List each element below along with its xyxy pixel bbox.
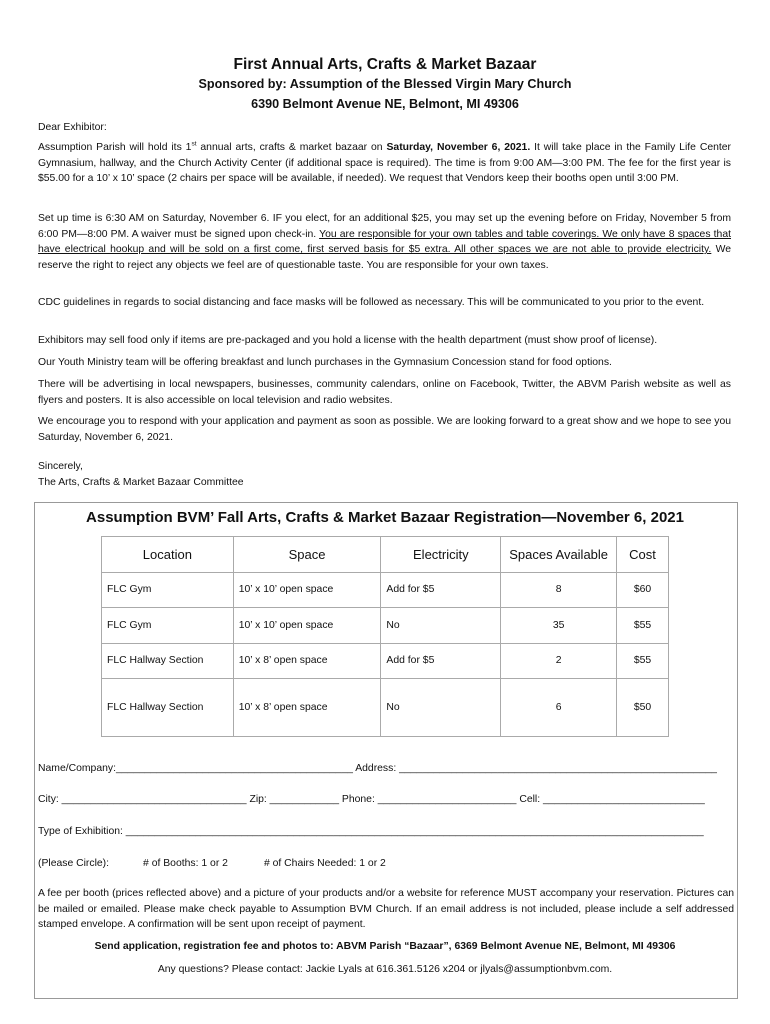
cell-location: FLC Gym bbox=[102, 573, 234, 608]
paragraph-advertising: There will be advertising in local newspapers, businesses, community calendars, online on Facebook, Twitter, the ABVM Parish website as well as flyers and posters. It is also accessible on local television and radio websites. bbox=[38, 379, 731, 406]
table-row bbox=[102, 608, 669, 644]
type-of-exhibition-field[interactable]: Type of Exhibition: ____________________________________________________________________________________________________ bbox=[38, 826, 704, 837]
please-circle-label: (Please Circle): bbox=[38, 858, 110, 869]
column-header-space: Space bbox=[233, 537, 381, 573]
document-title: First Annual Arts, Crafts & Market Bazaar bbox=[233, 56, 537, 73]
cell-space: 10’ x 8’ open space bbox=[233, 679, 381, 737]
church-address: 6390 Belmont Avenue NE, Belmont, MI 49306 bbox=[251, 97, 519, 111]
cell-cost: $55 bbox=[617, 608, 669, 644]
cell-spaces-available: 2 bbox=[501, 644, 617, 679]
fee-note: A fee per booth (prices reflected above) and a picture of your products and/or a website for reference MUST accompany your reservation. Pictures can be mailed or emailed. Please make check payable to Assumption BVM Church. If an email address is not included, please include a self addressed stamped envelope. A confirmation will be sent upon receipt of payment. bbox=[38, 888, 734, 931]
name-address-field[interactable]: Name/Company:_________________________________________ Address: _______________________________________________________ bbox=[38, 763, 717, 774]
column-header-location: Location bbox=[102, 537, 234, 573]
paragraph-setup-info: Set up time is 6:30 AM on Saturday, November 6. IF you elect, for an additional $25, you may set up the evening before on Friday, November 5 from 6:00 PM—8:00 PM. A waiver must be signed upon check-in. You are responsible for your own tables and table coverings. We only have 8 spaces that have electrical hookup and will be sold on a first come, first served basis for $5 extra. All other spaces we are not able to provide electricity. We reserve the right to reject any objects we feel are of questionable taste. You are responsible for your own taxes. bbox=[38, 213, 731, 271]
paragraph-encourage: We encourage you to respond with your application and payment as soon as possible. We are looking forward to a great show and we hope to see you Saturday, November 6, 2021. bbox=[38, 416, 731, 443]
column-header-electricity: Electricity bbox=[381, 537, 501, 573]
cell-space: 10’ x 10’ open space bbox=[233, 608, 381, 644]
city-zip-phone-cell-field[interactable]: City: ________________________________ Zip: ____________ Phone: ________________________ Cell: ____________________________ bbox=[38, 794, 705, 805]
paragraph-youth-ministry: Our Youth Ministry team will be offering breakfast and lunch purchases in the Gymnasium Concession stand for food options. bbox=[38, 357, 612, 368]
cell-electricity: Add for $5 bbox=[381, 644, 501, 679]
signature: The Arts, Crafts & Market Bazaar Committee bbox=[38, 477, 244, 488]
cell-spaces-available: 8 bbox=[501, 573, 617, 608]
table-row bbox=[102, 644, 669, 679]
cell-electricity: No bbox=[381, 608, 501, 644]
column-header-cost: Cost bbox=[617, 537, 669, 573]
cell-space: 10’ x 8’ open space bbox=[233, 644, 381, 679]
cell-cost: $50 bbox=[617, 679, 669, 737]
cell-electricity: Add for $5 bbox=[381, 573, 501, 608]
cell-location: FLC Gym bbox=[102, 608, 234, 644]
cell-space: 10’ x 10’ open space bbox=[233, 573, 381, 608]
closing: Sincerely, bbox=[38, 461, 83, 472]
cell-electricity: No bbox=[381, 679, 501, 737]
registration-table bbox=[101, 536, 669, 737]
paragraph-cdc: CDC guidelines in regards to social distancing and face masks will be followed as necessary. This will be communicated to you prior to the event. bbox=[38, 297, 705, 308]
paragraph-food: Exhibitors may sell food only if items are pre-packaged and you hold a license with the health department (must show proof of license). bbox=[38, 335, 658, 346]
column-header-spaces-available: Spaces Available bbox=[501, 537, 617, 573]
registration-title: Assumption BVM’ Fall Arts, Crafts & Market Bazaar Registration—November 6, 2021 bbox=[86, 509, 684, 526]
greeting: Dear Exhibitor: bbox=[38, 122, 107, 133]
sponsor-line: Sponsored by: Assumption of the Blessed Virgin Mary Church bbox=[198, 77, 572, 91]
send-instructions: Send application, registration fee and photos to: ABVM Parish “Bazaar”, 6369 Belmont Avenue NE, Belmont, MI 49306 bbox=[94, 941, 676, 952]
chairs-choice[interactable]: # of Chairs Needed: 1 or 2 bbox=[263, 858, 386, 869]
table-row bbox=[102, 573, 669, 608]
booths-choice[interactable]: # of Booths: 1 or 2 bbox=[143, 858, 228, 869]
cell-spaces-available: 6 bbox=[501, 679, 617, 737]
contact-info: Any questions? Please contact: Jackie Lyals at 616.361.5126 x204 or jlyals@assumptionbvm.com. bbox=[157, 964, 613, 975]
cell-spaces-available: 35 bbox=[501, 608, 617, 644]
cell-location: FLC Hallway Section bbox=[102, 644, 234, 679]
cell-cost: $60 bbox=[617, 573, 669, 608]
cell-location: FLC Hallway Section bbox=[102, 679, 234, 737]
table-row bbox=[102, 679, 669, 737]
paragraph-event-info: Assumption Parish will hold its 1st annual arts, crafts & market bazaar on Saturday, November 6, 2021. It will take place in the Family Life Center Gymnasium, hallway, and the Church Activity Center (if additional space is required). The time is from 9:00 AM—3:00 PM. The fee for the first year is $55.00 for a 10’ x 10’ space (2 chairs per space will be available, if needed). We request that Vendors keep their booths open until 3:00 PM. bbox=[38, 140, 732, 185]
cell-cost: $55 bbox=[617, 644, 669, 679]
please-circle-row bbox=[38, 856, 731, 872]
